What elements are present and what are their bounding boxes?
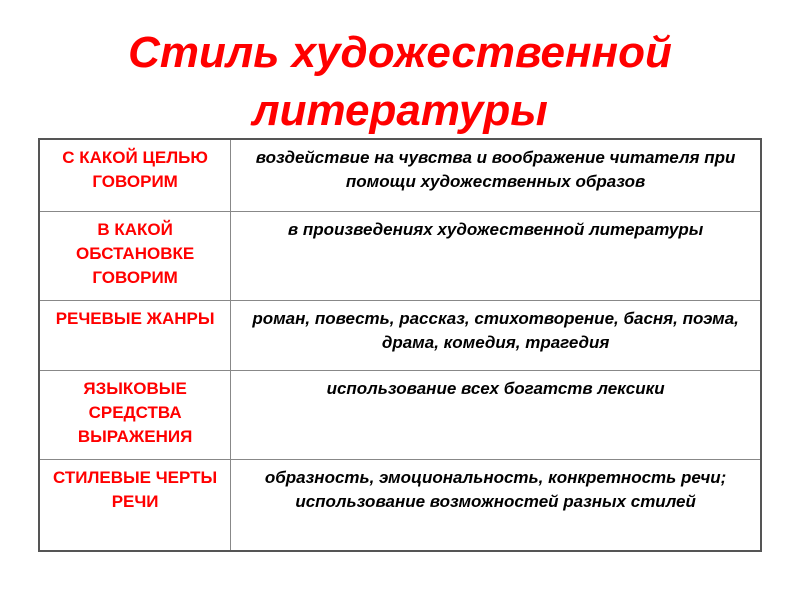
row-label-purpose: С КАКОЙ ЦЕЛЬЮ ГОВОРИМ <box>39 139 231 211</box>
row-value-purpose: воздействие на чувства и воображение читателя при помощи художественных образов <box>231 139 761 211</box>
row-value-style-features: образность, эмоциональность, конкретность речи; использование возможностей разных стилей <box>231 459 761 551</box>
row-value-setting: в произведениях художественной литературы <box>231 211 761 300</box>
page-title-line-1: Стиль художественной <box>128 28 672 77</box>
table-row <box>39 300 761 370</box>
row-label-genres: РЕЧЕВЫЕ ЖАНРЫ <box>39 300 231 370</box>
page-title <box>0 24 800 140</box>
style-info-table <box>38 138 762 552</box>
row-value-language-means: использование всех богатств лексики <box>231 370 761 459</box>
row-label-setting: В КАКОЙ ОБСТАНОВКЕ ГОВОРИМ <box>39 211 231 300</box>
table-row <box>39 211 761 300</box>
row-label-style-features: СТИЛЕВЫЕ ЧЕРТЫ РЕЧИ <box>39 459 231 551</box>
page-title-line-2: литературы <box>252 86 548 135</box>
row-value-genres: роман, повесть, рассказ, стихотворение, басня, поэма, драма, комедия, трагедия <box>231 300 761 370</box>
table-row <box>39 139 761 211</box>
table-row <box>39 459 761 551</box>
table-row <box>39 370 761 459</box>
row-label-language-means: ЯЗЫКОВЫЕ СРЕДСТВА ВЫРАЖЕНИЯ <box>39 370 231 459</box>
